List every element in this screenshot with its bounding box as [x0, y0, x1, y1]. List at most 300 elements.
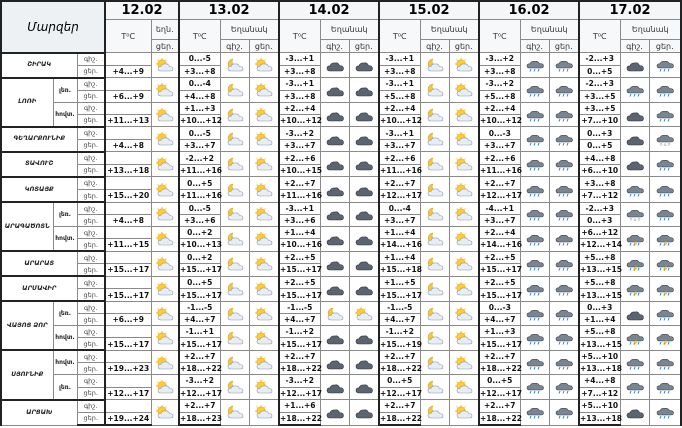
temp-value: +12...+17 [180, 388, 222, 398]
rain-cloud-icon [525, 108, 545, 122]
sun-cloud-icon [254, 405, 274, 419]
temp-value: 0...+5 [179, 177, 220, 190]
temp-value: +10...+12 [380, 116, 422, 126]
moon-cloud-icon [425, 132, 445, 146]
temp-value: 0...+5 [179, 276, 220, 289]
temp-value: +5...+8 [579, 276, 620, 289]
temp-value: +14...+16 [380, 240, 422, 250]
night-icon-cell [220, 127, 249, 152]
temp-value: +5...+10 [579, 400, 620, 413]
day-icon-cell [649, 127, 681, 152]
sun-cloud-icon [254, 282, 274, 296]
moon-cloud-icon [425, 108, 445, 122]
temp-value [105, 276, 151, 289]
temp-value: +4...+7 [379, 314, 420, 326]
night-icon-cell [620, 251, 649, 276]
day-icon-cell [449, 350, 479, 375]
day-icon-cell [249, 127, 279, 152]
sun-cloud-icon [254, 207, 274, 221]
rain-cloud-icon [554, 405, 574, 419]
temp-value: 0...+2 [179, 227, 220, 239]
day-icon-cell [349, 102, 379, 127]
temp-value: +3...+6 [179, 215, 220, 227]
dark-cloud-icon [325, 58, 345, 72]
dark-cloud-icon [325, 183, 345, 197]
night-icon-cell [520, 227, 549, 252]
night-icon-cell [220, 375, 249, 400]
dark-cloud-icon [325, 83, 345, 97]
dark-cloud-icon [325, 282, 345, 296]
time-of-day-header: գիշ. [320, 40, 349, 53]
temp-value: +11...+13 [105, 114, 151, 127]
rain-cloud-icon [655, 108, 675, 122]
day-icon-cell [249, 276, 279, 301]
moon-cloud-icon [225, 207, 245, 221]
day-icon-cell [649, 251, 681, 276]
night-icon-cell [420, 400, 449, 425]
night-icon-cell [320, 301, 349, 326]
night-icon-cell [220, 102, 249, 127]
temp-value: +7...+12 [579, 387, 620, 400]
day-icon-cell [249, 102, 279, 127]
temp-value: +6...+12 [579, 227, 620, 239]
sub-region-label: հովտ. [53, 326, 77, 351]
time-of-day-label: ցեր. [77, 338, 105, 351]
region-name: ԳԵՂԱՐՔՈՒՆԻՔ [1, 127, 77, 152]
night-icon-cell [220, 350, 249, 375]
temp-value: +1...+4 [579, 314, 620, 326]
weather-header: Եղանակ [220, 20, 279, 40]
dark-cloud-icon [354, 282, 374, 296]
night-icon-cell [220, 301, 249, 326]
dark-cloud-icon [325, 356, 345, 370]
sun-cloud-icon [155, 356, 175, 370]
day-icon-cell [249, 78, 279, 103]
temp-value: +12...+17 [280, 388, 322, 398]
temp-value: +2...+7 [279, 350, 320, 363]
temp-value [105, 152, 151, 165]
dark-cloud-icon [354, 380, 374, 394]
temp-value: -1...+1 [179, 326, 220, 338]
night-icon-cell [620, 227, 649, 252]
temp-value: 0...+2 [179, 251, 220, 264]
temp-value: -3...+1 [279, 202, 320, 215]
temp-value: +3...+7 [179, 139, 220, 152]
weather-icon-cell [151, 227, 179, 252]
time-of-day-label: ցեր. [77, 190, 105, 203]
temp-value [105, 127, 151, 140]
night-icon-cell [620, 152, 649, 177]
night-icon-cell [220, 326, 249, 351]
temp-value: +1...+4 [379, 251, 420, 264]
night-icon-cell [420, 78, 449, 103]
time-of-day-label: ցեր. [77, 239, 105, 252]
moon-cloud-icon [225, 405, 245, 419]
temp-value: +18...+22 [279, 412, 320, 425]
dark-cloud-icon [325, 157, 345, 171]
sun-cloud-icon [454, 58, 474, 72]
temp-value: +12...+17 [380, 388, 422, 398]
rain-cloud-icon [525, 207, 545, 221]
dark-cloud-icon [325, 207, 345, 221]
dark-cloud-icon [354, 58, 374, 72]
weather-header: Եղանակ [520, 20, 579, 40]
day-icon-cell [549, 375, 579, 400]
temp-value: +2...+7 [479, 400, 520, 413]
temp-value: 0...+3 [579, 127, 620, 140]
night-icon-cell [620, 400, 649, 425]
night-icon-cell [420, 326, 449, 351]
temp-value: +2...+6 [479, 152, 520, 165]
temp-value: 0...+5 [379, 375, 420, 387]
rain-cloud-icon [554, 331, 574, 345]
temp-value: 0...+3 [579, 301, 620, 314]
night-icon-cell [620, 326, 649, 351]
storm-cloud-icon [655, 257, 675, 271]
temp-value: +4...+7 [179, 314, 220, 326]
rain-cloud-icon [655, 83, 675, 97]
temp-value: +4...+8 [179, 90, 220, 102]
night-icon-cell [320, 326, 349, 351]
day-icon-cell [649, 326, 681, 351]
dark-cloud-icon [354, 157, 374, 171]
temp-value: +1...+4 [379, 227, 420, 239]
rain-cloud-icon [625, 183, 645, 197]
rain-cloud-icon [655, 405, 675, 419]
temp-value: 0...+5 [579, 139, 620, 152]
dark-cloud-icon [354, 257, 374, 271]
sun-cloud-icon [155, 282, 175, 296]
region-name: ԿՈՏԱՅՔ [1, 177, 77, 202]
temp-value: -1...-5 [379, 301, 420, 314]
day-icon-cell [249, 375, 279, 400]
day-icon-cell [449, 78, 479, 103]
region-name: ՇԻՐԱԿ [1, 53, 77, 78]
temp-value: +15...+17 [480, 339, 522, 349]
sun-cloud-icon [155, 183, 175, 197]
night-icon-cell [320, 78, 349, 103]
rain-cloud-icon [554, 282, 574, 296]
day-icon-cell [449, 53, 479, 78]
time-of-day-header: ցեր. [349, 40, 379, 53]
sun-cloud-icon [254, 356, 274, 370]
day-icon-cell [649, 301, 681, 326]
day-icon-cell [349, 251, 379, 276]
day-icon-cell [649, 152, 681, 177]
temp-value: +15...+20 [105, 190, 151, 203]
day-icon-cell [349, 202, 379, 227]
rain-cloud-icon [655, 157, 675, 171]
day-icon-cell [349, 78, 379, 103]
day-icon-cell [449, 227, 479, 252]
time-of-day-label: ցեր. [77, 215, 105, 227]
rain-cloud-icon [525, 132, 545, 146]
temp-value: +2...+7 [379, 350, 420, 363]
sun-cloud-icon [454, 108, 474, 122]
temp-value: +4...+9 [105, 65, 151, 78]
temp-value: +13...+15 [580, 290, 622, 300]
rain-cloud-icon [554, 108, 574, 122]
time-of-day-header: գիշ. [220, 40, 249, 53]
time-of-day-label: գիշ. [77, 375, 105, 387]
weather-icon-cell [151, 177, 179, 202]
day-icon-cell [349, 326, 379, 351]
sun-cloud-icon [155, 232, 175, 246]
temp-value: +2...+6 [379, 152, 420, 165]
moon-cloud-icon [425, 257, 445, 271]
temp-value: -1...-5 [279, 301, 320, 314]
day-icon-cell [449, 202, 479, 227]
day-icon-cell [549, 350, 579, 375]
sun-cloud-icon [454, 331, 474, 345]
temp-value: -3...+1 [379, 127, 420, 140]
temp-value: +15...+17 [280, 339, 322, 349]
sub-region-label: հովտ. [53, 350, 77, 375]
dark-cloud-icon [354, 331, 374, 345]
storm-cloud-icon [625, 232, 645, 246]
temp-value: -3...+2 [479, 78, 520, 91]
night-icon-cell [520, 53, 549, 78]
rain-cloud-icon [554, 356, 574, 370]
night-icon-cell [220, 177, 249, 202]
temp-value: 0...-5 [179, 202, 220, 215]
night-icon-cell [220, 400, 249, 425]
moon-cloud-icon [225, 132, 245, 146]
dark-cloud-icon [625, 108, 645, 122]
sub-region-label: լեռ. [53, 202, 77, 227]
temp-value: +2...+5 [279, 276, 320, 289]
temp-value: +13...+18 [580, 364, 622, 374]
storm-cloud-icon [625, 257, 645, 271]
temp-value: +11...+16 [180, 166, 222, 176]
temp-header: T⁰C [105, 20, 151, 53]
dark-cloud-icon [354, 83, 374, 97]
storm-cloud-icon [655, 282, 675, 296]
temp-value: +3...+7 [479, 139, 520, 152]
temp-value: +5...+10 [579, 350, 620, 363]
temp-value: -2...+3 [579, 202, 620, 215]
temp-value: 0...-5 [179, 53, 220, 66]
temp-value [105, 177, 151, 190]
moon-cloud-icon [225, 58, 245, 72]
temp-value: 0...-3 [479, 301, 520, 314]
rain-cloud-icon [554, 307, 574, 321]
sun-cloud-icon [454, 405, 474, 419]
temp-value: +10...+12 [180, 116, 222, 126]
date-header: 16.02 [479, 1, 579, 20]
temp-header: T⁰C [579, 20, 620, 53]
moon-cloud-icon [225, 183, 245, 197]
temp-value: +3...+7 [279, 139, 320, 152]
temp-value: +4...+8 [105, 215, 151, 227]
temp-value: +3...+8 [579, 177, 620, 190]
rain-cloud-icon [655, 183, 675, 197]
temp-value: +3...+8 [479, 65, 520, 78]
day-icon-cell [349, 127, 379, 152]
temp-value: +10...+12 [480, 116, 522, 126]
day-icon-cell [549, 276, 579, 301]
temp-value: +18...+23 [179, 412, 220, 425]
rain-cloud-icon [525, 157, 545, 171]
night-icon-cell [520, 400, 549, 425]
date-header: 15.02 [379, 1, 479, 20]
weather-icon-cell [151, 301, 179, 326]
night-icon-cell [520, 78, 549, 103]
temp-value: +18...+22 [280, 364, 322, 374]
rain-cloud-icon [554, 183, 574, 197]
temp-value [105, 78, 151, 91]
moon-cloud-icon [325, 307, 345, 321]
night-icon-cell [420, 301, 449, 326]
sun-cloud-icon [354, 307, 374, 321]
temp-value: +11...+16 [380, 166, 422, 176]
temp-value: +3...+8 [279, 90, 320, 102]
dark-cloud-icon [354, 132, 374, 146]
temp-header: T⁰C [179, 20, 220, 53]
day-icon-cell [249, 202, 279, 227]
temp-value: 0...-4 [179, 78, 220, 91]
night-icon-cell [620, 78, 649, 103]
night-icon-cell [420, 177, 449, 202]
time-of-day-label: ցեր. [77, 114, 105, 127]
time-of-day-label: գիշ. [77, 301, 105, 314]
temp-value [105, 251, 151, 264]
time-of-day-label: գիշ. [77, 326, 105, 338]
temp-value: +4...+8 [105, 139, 151, 152]
time-of-day-header: ցեր. [549, 40, 579, 53]
day-icon-cell [449, 326, 479, 351]
sun-cloud-icon [454, 282, 474, 296]
sub-region-label: լեռ. [53, 375, 77, 400]
day-icon-cell [649, 276, 681, 301]
temp-value: +7...+10 [579, 114, 620, 127]
day-icon-cell [649, 78, 681, 103]
temp-value: +18...+22 [379, 412, 420, 425]
night-icon-cell [620, 177, 649, 202]
day-icon-cell [549, 400, 579, 425]
time-of-day-label: ցեր. [77, 387, 105, 400]
day-icon-cell [249, 251, 279, 276]
rain-cloud-icon [655, 58, 675, 72]
sun-cloud-icon [155, 257, 175, 271]
region-name: ԱՐՑԱԽ [1, 400, 77, 425]
rain-cloud-icon [525, 58, 545, 72]
dark-cloud-icon [325, 380, 345, 394]
night-icon-cell [520, 152, 549, 177]
night-icon-cell [420, 251, 449, 276]
time-of-day-label: ցեր. [77, 264, 105, 277]
dark-cloud-icon [625, 307, 645, 321]
weather-icon-cell [151, 326, 179, 351]
temp-value: +11...+16 [480, 166, 522, 176]
temp-value: 0...+3 [579, 215, 620, 227]
moon-cloud-icon [225, 108, 245, 122]
temp-value: +2...+7 [479, 177, 520, 190]
day-icon-cell [549, 102, 579, 127]
night-icon-cell [320, 375, 349, 400]
day-icon-cell [249, 152, 279, 177]
day-icon-cell [249, 53, 279, 78]
rain-cloud-icon [525, 356, 545, 370]
time-of-day-label: ցեր. [77, 289, 105, 302]
night-icon-cell [620, 202, 649, 227]
rain-cloud-icon [655, 307, 675, 321]
weather-icon-cell [151, 350, 179, 375]
rain-cloud-icon [655, 207, 675, 221]
temp-value: -3...+1 [379, 53, 420, 66]
temp-value: +11...+16 [180, 191, 222, 201]
temp-value: +11...+16 [280, 191, 322, 201]
day-icon-cell [349, 301, 379, 326]
moon-cloud-icon [225, 257, 245, 271]
time-of-day-label: ցեր. [77, 363, 105, 375]
temp-value: +10...+15 [280, 166, 322, 176]
dark-cloud-icon [625, 132, 645, 146]
date-header: 17.02 [579, 1, 681, 20]
moon-cloud-icon [225, 331, 245, 345]
time-of-day-label: գիշ. [77, 227, 105, 239]
time-of-day-label: գիշ. [77, 78, 105, 91]
temp-value [105, 400, 151, 413]
time-of-day-label: գիշ. [77, 102, 105, 114]
moon-cloud-icon [425, 282, 445, 296]
temp-value: +2...+4 [279, 102, 320, 114]
temp-value: +15...+17 [280, 265, 322, 275]
night-icon-cell [520, 350, 549, 375]
night-icon-cell [420, 227, 449, 252]
temp-value: +1...+3 [479, 326, 520, 338]
temp-value: +18...+22 [180, 364, 222, 374]
dark-cloud-icon [325, 405, 345, 419]
temp-header: T⁰C [479, 20, 520, 53]
day-icon-cell [449, 177, 479, 202]
temp-value: +14...+16 [480, 240, 522, 250]
temp-value: +5...+8 [479, 90, 520, 102]
day-icon-cell [649, 202, 681, 227]
night-icon-cell [620, 301, 649, 326]
day-icon-cell [449, 251, 479, 276]
night-icon-cell [320, 152, 349, 177]
day-icon-cell [549, 78, 579, 103]
temp-value: +1...+5 [379, 276, 420, 289]
rain-cloud-icon [525, 282, 545, 296]
temp-value [105, 375, 151, 387]
rain-cloud-icon [554, 380, 574, 394]
temp-value: 0...-5 [179, 127, 220, 140]
temp-value: 0...+5 [479, 375, 520, 387]
rain-cloud-icon [554, 58, 574, 72]
time-of-day-header: գիշ. [420, 40, 449, 53]
temp-value: +3...+7 [479, 215, 520, 227]
time-of-day-label: գիշ. [77, 53, 105, 66]
night-icon-cell [420, 375, 449, 400]
night-icon-cell [220, 227, 249, 252]
day-icon-cell [549, 152, 579, 177]
weather-icon-cell [151, 152, 179, 177]
weather-icon-cell [151, 53, 179, 78]
day-icon-cell [449, 276, 479, 301]
temp-value: 0...-4 [379, 202, 420, 215]
weather-icon-cell [151, 400, 179, 425]
temp-value: +2...+7 [479, 350, 520, 363]
day-icon-cell [249, 350, 279, 375]
dark-cloud-icon [325, 331, 345, 345]
temp-value: +13...+18 [105, 164, 151, 177]
rain-cloud-icon [525, 331, 545, 345]
date-header: 13.02 [179, 1, 279, 20]
night-icon-cell [320, 53, 349, 78]
rain-cloud-icon [554, 83, 574, 97]
